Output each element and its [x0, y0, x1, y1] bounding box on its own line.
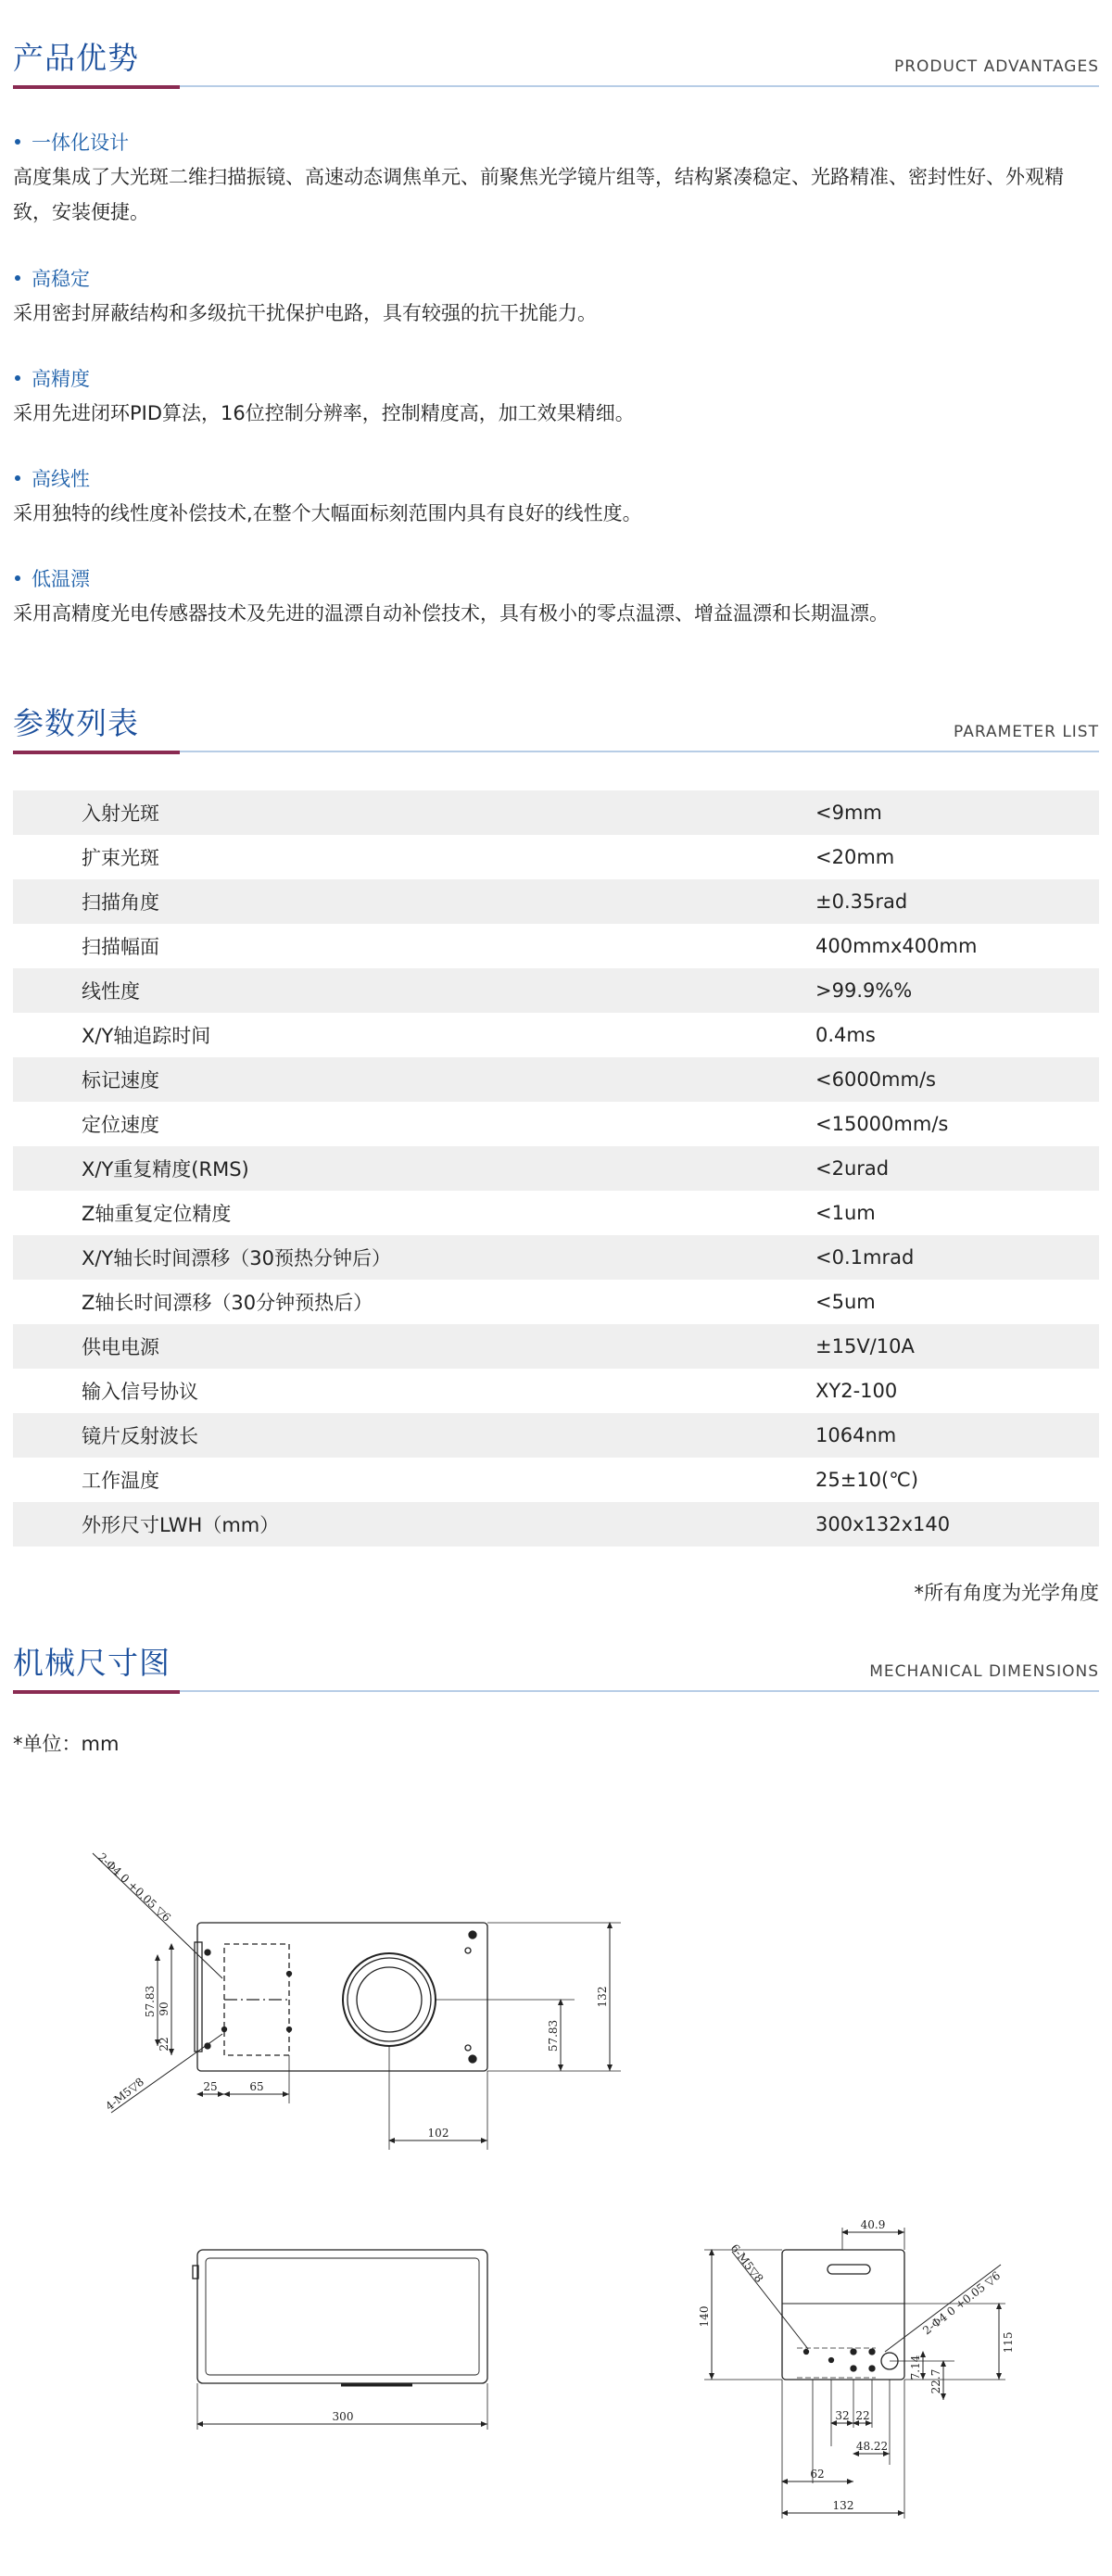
param-name: 扫描幅面: [82, 936, 159, 958]
param-name: 输入信号协议: [82, 1381, 198, 1403]
param-value: 25±10(℃): [815, 1469, 919, 1491]
param-name: Z轴长时间漂移（30分钟预热后）: [82, 1292, 373, 1314]
dim-label: 102: [427, 2127, 449, 2140]
bullet-icon: [15, 275, 20, 281]
feature-title: 低温漂: [32, 568, 90, 590]
param-value: <2urad: [815, 1146, 1099, 1191]
table-row: [13, 1280, 1099, 1324]
table-row: [13, 1369, 1099, 1413]
dim-label: 62: [810, 2468, 825, 2481]
param-name: 标记速度: [13, 1057, 815, 1102]
param-name: 扫描角度: [13, 879, 815, 924]
param-value: <15000mm/s: [815, 1113, 949, 1135]
section-subtitle-en: PRODUCT ADVANTAGES: [893, 57, 1099, 76]
param-name: 镜片反射波长: [13, 1413, 815, 1458]
mount-hole: [851, 2349, 856, 2355]
param-value: <20mm: [815, 846, 895, 868]
divider-accent: [13, 85, 180, 89]
param-name: 入射光斑: [13, 790, 815, 835]
dim-label: 132: [596, 1986, 609, 2008]
table-row: [13, 1146, 1099, 1191]
feature-desc: 采用独特的线性度补偿技术,在整个大幅面标刻范围内具有良好的线性度。: [13, 502, 642, 524]
dim-label: 22: [158, 2037, 171, 2052]
feature-desc: 采用先进闭环PID算法，16位控制分辨率，控制精度高，加工效果精细。: [13, 402, 635, 424]
top-view: [93, 1853, 621, 2150]
table-row: [13, 879, 1099, 924]
hole-callout: 2-Φ4 0 +0.05 ▽6: [95, 1850, 174, 1925]
param-value: 400mmx400mm: [815, 935, 978, 957]
feature-item: [13, 364, 1099, 431]
lens-aperture: [357, 1967, 422, 2032]
table-row: [13, 1057, 1099, 1102]
param-value: <0.1mrad: [815, 1235, 1099, 1280]
parameter-table: [13, 790, 1099, 1547]
param-value: <6000mm/s: [815, 1057, 1099, 1102]
feature-item: [13, 128, 1099, 230]
param-value: XY2-100: [815, 1380, 898, 1402]
bullet-icon: [15, 475, 20, 481]
mount-hole: [205, 1950, 210, 1955]
param-name: 外形尺寸LWH（mm）: [13, 1502, 815, 1547]
dim-label: 32: [835, 2409, 850, 2422]
param-value: ±0.35rad: [815, 879, 1099, 924]
mount-hole: [465, 1948, 471, 1953]
unit-note: *单位：mm: [13, 1733, 120, 1755]
table-row: [13, 1191, 1099, 1235]
section-subtitle-en: PARAMETER LIST: [954, 723, 1099, 741]
front-view-body: [197, 2250, 487, 2383]
table-row: [13, 835, 1099, 879]
feature-item: [13, 464, 1099, 531]
table-row: [13, 1324, 1099, 1369]
param-value: 300x132x140: [815, 1502, 1099, 1547]
advantages-header: [13, 37, 1099, 87]
mount-hole: [465, 2045, 471, 2051]
table-row: [13, 1458, 1099, 1502]
dim-label: 65: [249, 2080, 264, 2093]
mechanical-drawing: [0, 1816, 1112, 2539]
mount-hole: [287, 1972, 292, 1976]
param-name: 线性度: [13, 968, 815, 1013]
mechanical-header: [13, 1642, 1099, 1692]
lens-ring: [348, 1958, 431, 2041]
mount-hole: [869, 2349, 875, 2355]
bullet-icon: [15, 375, 20, 381]
side-view-labels: [698, 2218, 1015, 2512]
section-title: 参数列表: [13, 705, 139, 741]
table-row: [13, 1413, 1099, 1458]
param-name: 定位速度: [82, 1114, 159, 1136]
divider-accent: [13, 1690, 180, 1694]
feature-desc: 采用密封屏蔽结构和多级抗干扰保护电路，具有较强的抗干扰能力。: [13, 302, 597, 324]
parameters-header: [13, 702, 1099, 752]
bullet-icon: [15, 139, 20, 145]
param-value: <5um: [815, 1291, 876, 1313]
dim-label: 25: [203, 2080, 218, 2093]
feature-title: 高稳定: [32, 268, 90, 290]
param-value: 0.4ms: [815, 1024, 876, 1046]
dim-label: 90: [158, 2001, 171, 2016]
dim-label: 132: [832, 2499, 854, 2512]
mount-hole: [222, 2027, 227, 2032]
dim-label: 7.14: [909, 2355, 922, 2380]
param-name: 工作温度: [82, 1470, 159, 1492]
angle-note: *所有角度为光学角度: [914, 1582, 1099, 1604]
dim-label: 115: [1002, 2331, 1015, 2354]
dim-label: 140: [698, 2305, 711, 2328]
dim-label: 57.83: [547, 2019, 560, 2052]
mount-hole: [804, 2350, 809, 2355]
table-row: [13, 1102, 1099, 1146]
feature-desc: 高度集成了大光斑二维扫描振镜、高速动态调焦单元、前聚焦光学镜片组等，结构紧凑稳定、光路精准、密封性好、外观精致，安装便捷。: [13, 166, 1064, 223]
section-subtitle-en: MECHANICAL DIMENSIONS: [869, 1662, 1099, 1681]
param-name: X/Y轴追踪时间: [82, 1025, 211, 1047]
mount-hole: [469, 2055, 476, 2063]
mount-hole: [287, 2027, 292, 2032]
mount-hole: [851, 2366, 856, 2371]
dim-label: 22: [855, 2409, 870, 2422]
table-row: [13, 1013, 1099, 1057]
mount-hole: [829, 2358, 834, 2363]
dim-label: 300: [332, 2410, 354, 2423]
hole-callout: 2-Φ4 0 +0.05 ▽6: [920, 2268, 1004, 2338]
divider-accent: [13, 751, 180, 754]
table-row: [13, 968, 1099, 1013]
param-name: X/Y重复精度(RMS): [13, 1146, 815, 1191]
feature-title: 高精度: [32, 368, 90, 390]
dim-label: 22.7: [929, 2368, 942, 2394]
table-row: [13, 790, 1099, 835]
front-view-panel: [206, 2258, 479, 2375]
feature-item: [13, 564, 1099, 631]
dim-label: 40.9: [860, 2218, 886, 2231]
mount-hole: [869, 2366, 875, 2371]
dim-label: 48.22: [855, 2440, 889, 2453]
label-slot: [828, 2265, 870, 2274]
param-value: <1um: [815, 1202, 876, 1224]
thread-callout: 6-M5▽8: [727, 2241, 766, 2286]
front-view: [193, 2250, 487, 2430]
param-name: 供电电源: [13, 1324, 815, 1369]
table-row: [13, 1235, 1099, 1280]
section-title: 产品优势: [13, 40, 139, 76]
section-title: 机械尺寸图: [13, 1645, 171, 1681]
table-row: [13, 1502, 1099, 1547]
dim-label: 57.83: [144, 1985, 157, 2018]
feature-item: [13, 264, 1099, 331]
top-view-labels: [95, 1850, 609, 2140]
param-value: 1064nm: [815, 1413, 1099, 1458]
thread-callout: 4-M5▽8: [103, 2075, 147, 2114]
feature-title: 高线性: [32, 468, 90, 490]
param-value: ±15V/10A: [815, 1324, 1099, 1369]
feature-title: 一体化设计: [32, 132, 129, 154]
param-name: 扩束光斑: [82, 847, 159, 869]
feature-desc: 采用高精度光电传感器技术及先进的温漂自动补偿技术，具有极小的零点温漂、增益温漂和长期温漂。: [13, 602, 889, 625]
bullet-icon: [15, 575, 20, 581]
side-view-body: [782, 2250, 904, 2380]
table-row: [13, 924, 1099, 968]
param-name: Z轴重复定位精度: [82, 1203, 232, 1225]
param-value: <9mm: [815, 790, 1099, 835]
side-flange: [195, 1942, 202, 2052]
mount-hole: [469, 1931, 476, 1938]
param-name: X/Y轴长时间漂移（30预热分钟后）: [13, 1235, 815, 1280]
param-value: >99.9%%: [815, 968, 1099, 1013]
